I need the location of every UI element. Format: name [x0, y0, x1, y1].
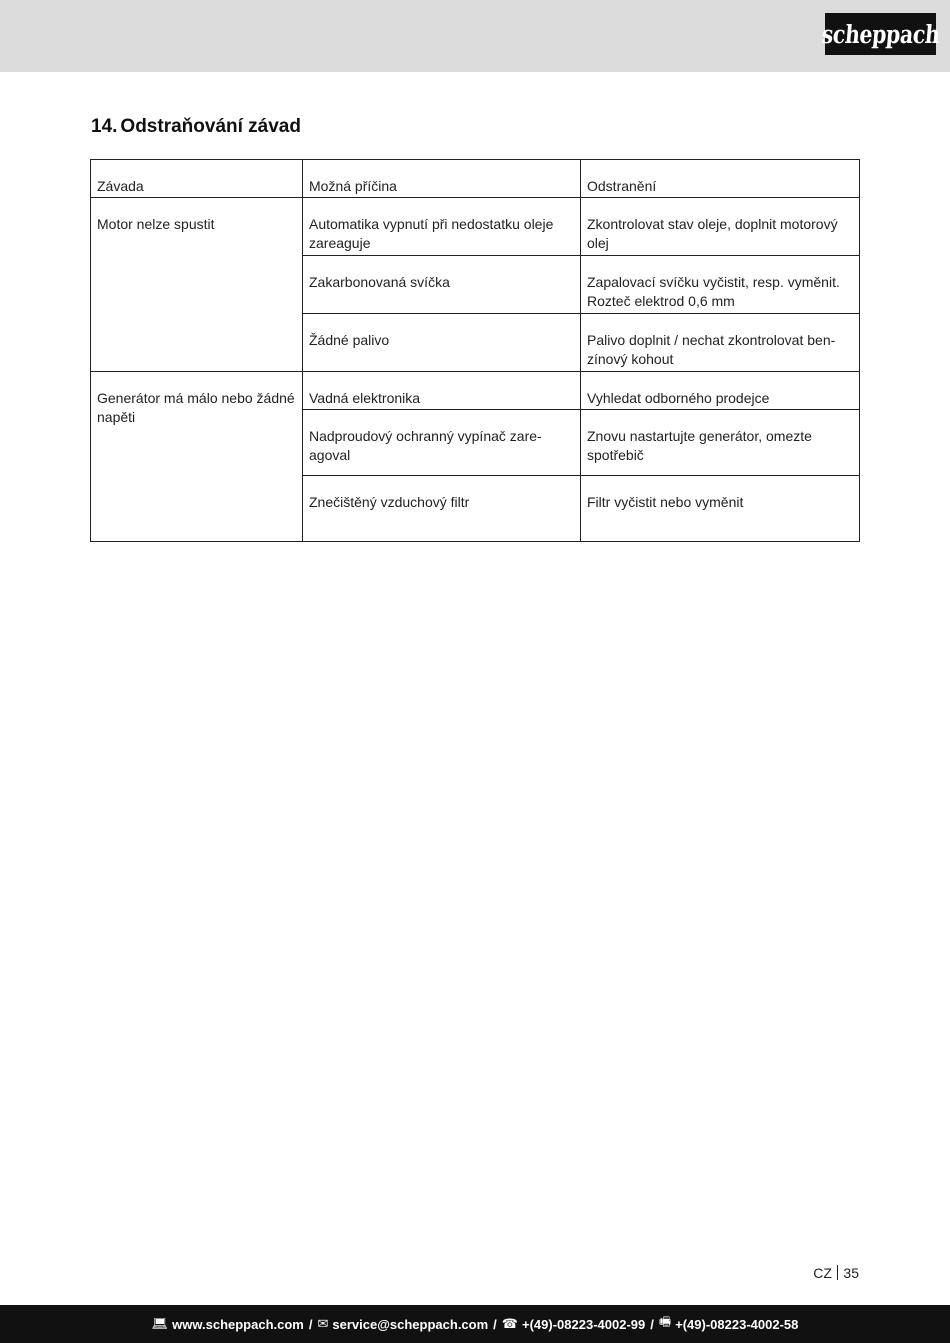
fault-cell: Motor nelze spustit: [91, 198, 303, 372]
page-number-value: 35: [843, 1265, 859, 1281]
table-row: [91, 372, 860, 410]
footer-separator: /: [650, 1316, 654, 1332]
section-title-text: Odstraňování závad: [120, 116, 301, 137]
footer-email[interactable]: service@scheppach.com: [332, 1316, 489, 1332]
phone-icon: ☎︎: [501, 1316, 518, 1331]
remedy-cell: Filtr vyčistit nebo vyměnit: [581, 476, 860, 542]
header-cause: Možná příčina: [303, 160, 581, 198]
remedy-cell: Zkontrolovat stav oleje, doplnit motorový olej: [581, 198, 860, 256]
footer-phone: +(49)-08223-4002-99: [522, 1316, 646, 1332]
mail-icon: ✉︎: [317, 1316, 329, 1331]
page-separator: [837, 1265, 839, 1280]
cause-cell: Zakarbonovaná svíčka: [303, 256, 581, 314]
remedy-cell: Znovu nastartujte generátor, omezte spotřebič: [581, 410, 860, 476]
troubleshooting-table: [90, 159, 860, 542]
footer-band: [0, 1305, 950, 1343]
table-header-row: [91, 160, 860, 198]
cause-cell: Automatika vypnutí při nedostatku oleje zareaguje: [303, 198, 581, 256]
cause-cell: Znečištěný vzduchový filtr: [303, 476, 581, 542]
scheppach-logo: scheppach: [825, 13, 936, 55]
header-band: [0, 0, 950, 72]
computer-icon: 💻︎: [151, 1316, 169, 1331]
footer-separator: /: [308, 1316, 313, 1332]
page-number: [813, 1265, 859, 1281]
header-fault: Závada: [91, 160, 303, 198]
table-row: [91, 198, 860, 256]
section-title: [91, 116, 301, 138]
cause-cell: Žádné palivo: [303, 314, 581, 372]
footer-fax: +(49)-08223-4002-58: [675, 1316, 799, 1332]
footer-website[interactable]: www.scheppach.com: [172, 1316, 304, 1332]
header-remedy: Odstranění: [581, 160, 860, 198]
remedy-cell: Zapalovací svíčku vyčistit, resp. vyměnit. Rozteč elektrod 0,6 mm: [581, 256, 860, 314]
footer-separator: /: [493, 1316, 497, 1332]
cause-cell: Vadná elektronika: [303, 372, 581, 410]
remedy-cell: Vyhledat odborného prodejce: [581, 372, 860, 410]
fault-cell: Generátor má málo nebo žádné napěti: [91, 372, 303, 542]
cause-cell: Nadproudový ochranný vypínač zare-agoval: [303, 410, 581, 476]
remedy-cell: Palivo doplnit / nechat zkontrolovat ben-zínový kohout: [581, 314, 860, 372]
page-language: CZ: [813, 1265, 832, 1281]
fax-icon: 🖷︎: [658, 1314, 672, 1329]
section-number: 14.: [91, 116, 118, 137]
